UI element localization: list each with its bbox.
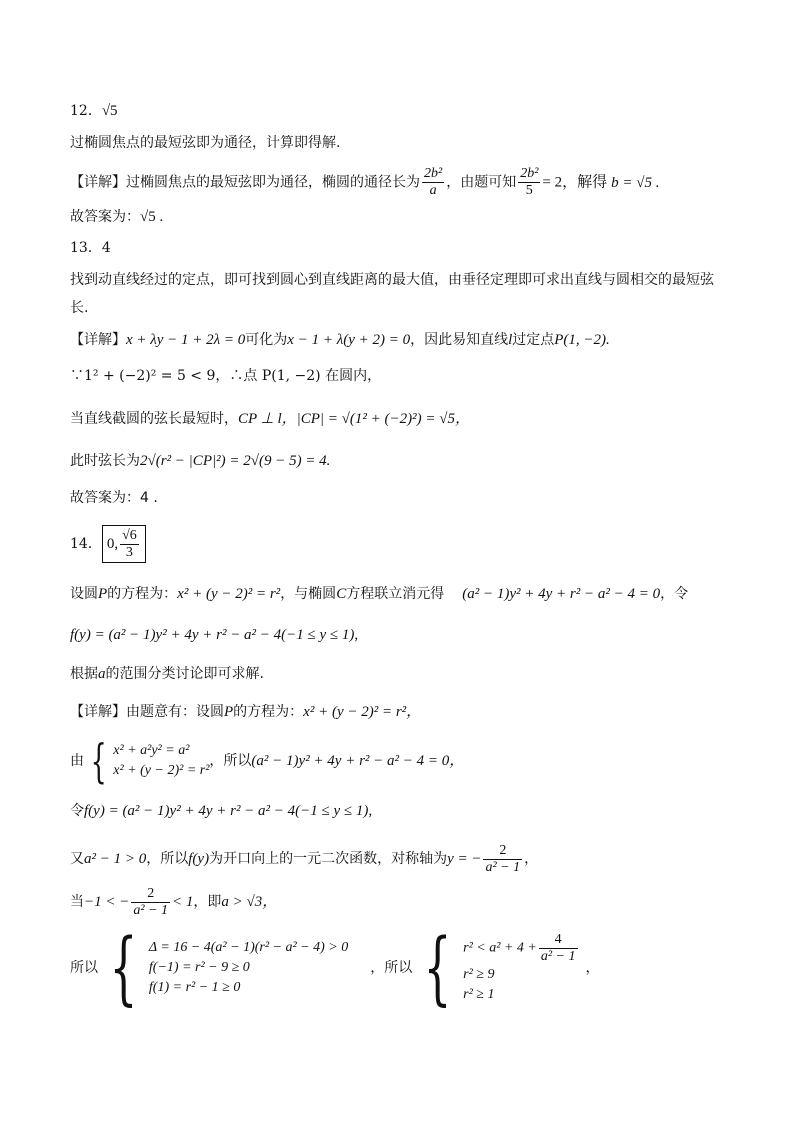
q12-final: 故答案为：√5 . [70,209,164,225]
detail-tag: 【详解】 [70,704,126,720]
q12-hint: 过椭圆焦点的最短弦即为通径，计算即得解. [70,135,341,151]
q14-line4: 【详解】由题意有：设圆P的方程为：x² + (y − 2)² = r²， [70,704,422,720]
q13-header: 13．4 [70,240,111,256]
answer-value: √5 [101,103,118,119]
equation-system: { x² + a²y² = a² x² + (y − 2)² = r² [90,734,210,788]
q14-line6: 令f(y) = (a² − 1)y² + 4y + r² − a² − 4(−1 ≤ y ≤ 1), [70,803,373,819]
q13-detail-line1: 【详解】x + λy − 1 + 2λ = 0可化为x − 1 + λ(y + 2) = 0，因此易知直线l过定点P(1, −2). [70,332,610,348]
q14-line5: 由 { x² + a²y² = a² x² + (y − 2)² = r² ，所以(a² − 1)y² + 4y + r² − a² − 4 = 0， [70,734,465,788]
fraction: $\frac{\text{2b²}}{5}$ [520,166,539,198]
q13-hint-line2: 长. [70,300,89,316]
inequality-system: { r² < a² + 4 + $\frac{4}{\text{a² − 1}}$ r² ≥ 9 r² ≥ 1 [423,921,576,1014]
q12-header [70,101,118,121]
answer-interval: 0, $\frac{√6}{3}$ [102,525,146,563]
question-number: 12． [70,103,102,119]
q14-line7: 又a² − 1 > 0，所以f(y)为开口向上的一元二次函数，对称轴为y = − $\frac{2}{\text{a² − 1}}$ ， [70,842,539,875]
q13-detail-line2: ∵1² + (−2)² = 5 < 9，∴点 P(1, −2) 在圆内， [70,368,382,384]
q14-line8: 当−1 < − $\frac{2}{\text{a² − 1}}$ < 1，即a > √3， [70,885,278,918]
q14-line2: f(y) = (a² − 1)y² + 4y + r² − a² − 4(−1 ≤ y ≤ 1), [70,627,359,643]
q13-detail-line3: 当直线截圆的弦长最短时，CP ⊥ l，|CP| = √(1² + (−2)²) = √5， [70,411,470,427]
q12-detail: 【详解】过椭圆焦点的最短弦即为通径，椭圆的通径长为 $\frac{\text{2b²}}{a}$ ，由题可知 $\frac{\text{2b²}}{5}$ = 2，解得 b = √5 . [70,166,660,198]
fraction: $\frac{\text{2b²}}{a}$ [424,166,443,198]
detail-tag: 【详解】 [70,332,126,348]
q14-line9: 所以 { Δ = 16 − 4(a² − 1)(r² − a² − 4) > 0 f(−1) = r² − 9 ≥ 0 f(1) = r² − 1 ≥ 0 ，所以 { r² < a² + 4 + $\frac{4}{\text{a² − 1}}$ r² ≥ 9 r² ≥ 1 ， [70,921,600,1014]
q14-line3: 根据a的范围分类讨论即可求解. [70,666,264,682]
q13-final: 故答案为：4 . [70,490,158,506]
inequality-system: { Δ = 16 − 4(a² − 1)(r² − a² − 4) > 0 f(−1) = r² − 9 ≥ 0 f(1) = r² − 1 ≥ 0 [109,921,349,1014]
q13-hint-line1: 找到动直线经过的定点，即可找到圆心到直线距离的最大值，由垂径定理即可求出直线与圆相交的最短弦 [70,272,714,288]
detail-tag: 【详解】 [70,174,126,191]
q14-header: 14． 0, $\frac{√6}{3}$ [70,525,146,563]
q13-detail-line4: 此时弦长为2√(r² − |CP|²) = 2√(9 − 5) = 4. [70,453,331,469]
q14-line1: 设圆P的方程为：x² + (y − 2)² = r²，与椭圆C方程联立消元得 (a² − 1)y² + 4y + r² − a² − 4 = 0，令 [70,586,689,602]
